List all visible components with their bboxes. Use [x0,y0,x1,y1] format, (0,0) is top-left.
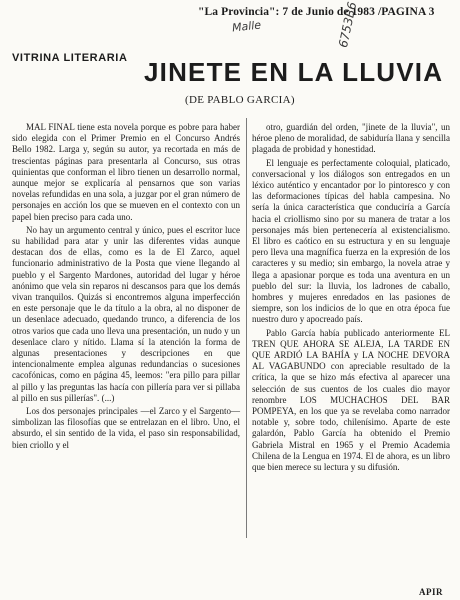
paragraph: Pablo García había publicado anteriormente EL TREN QUE AHORA SE ALEJA, LA TARDE EN QUE ARDIÓ LA BAHÍA y LA NOCHE DEVORA AL VAGABUNDO con apreciable resultado de la crítica, la que se hizo más efectiva al aparecer una selección de sus cuentos de los cuales dio mayor renombre LOS MUCHACHOS DEL BAR POMPEYA, en los que ya se revelaba como narrador notable y, sobre todo, chilenísimo. Aparte de este galardón, Pablo García ha obtenido el Premio Gabriela Mistral en 1965 y el Premio Academia Chilena de la Lengua en 1974. El de ahora, es un libro que bien merece su lectura y su difusión. [252,327,450,473]
paragraph: Los dos personajes principales —el Zarco y el Sargento— simbolizan las filosofías que se entrelazan en el libro. Uno, el absurdo, el sin sentido de la vida, el paso sin responsabilidad, bien criollo y el [12,406,240,450]
handwritten-note: Malle [231,18,262,35]
article-byline: (DE PABLO GARCIA) [185,94,295,106]
section-label: VITRINA LITERARIA [12,52,128,64]
article-right-column [252,122,450,473]
paragraph: MAL FINAL tiene esta novela porque es pobre para haber sido elegida con el Primer Premio en el Concurso Andrés Bello 1982. Larga y, según su autor, ya recortada en más de trescientas páginas para presentarla al Concurso, sus otras quinientas que conforman el libro tienen un desarrollo normal, aunque mejor se explicaría al pensarnos que son varias novelas refundidas en una sola, a juzgar por el gran número de personajes en acción los que se mueven en el contexto con un papel bien preciso para cada uno. [12,122,240,222]
column-divider [246,118,247,538]
article-left-column [12,122,240,451]
paragraph: No hay un argumento central y único, pues el escritor luce su habilidad para atar y unir las diferentes vidas aunque destacan dos de ellas, como es la de El Zarco, aquel funcionario administrativo de la Posta que viene llegando al pueblo y el Sargento Mardones, autoridad del lugar y héroe anónimo que vela sin reparos ni descansos para que los demás vivan tranquilos. Quizás si encontremos alguna imperfección en este personaje que le da título a la obra, al no disponer de un desenlace adecuado, quedando trunco, a diferencia de los otros varios que cada uno lleva una presentación, un nudo y un desenlace claro y nítido. Llama sí la atención la forma de algunas presentaciones y descripciones en que intencionalmente emplea algunas redundancias o sucesiones cacofónicas, como en página 45, leemos: "era pillo para pillar al pillo y las preguntas las hacía con pillería para ver si pillaba al pillo en sus pillerías". (...) [12,224,240,403]
handwritten-catalog-number: 6753B6 [336,0,360,49]
article-title: JINETE EN LA LLUVIA [144,57,444,87]
paragraph: otro, guardián del orden, "jinete de la lluvia", un héroe pleno de moralidad, de sabiduría llana y sencilla plagada de probidad y honestidad. [252,122,450,155]
author-signature: APIR [419,587,443,597]
newspaper-header: "La Provincia": 7 de Junio de 1983 /PAGINA 3 [198,6,435,18]
paragraph: El lenguaje es perfectamente coloquial, platicado, conversacional y los diálogos son entregados en un léxico auténtico y encantador por lo pintoresco y con las deformaciones típicas del habla campesina. No sería la única característica que conduciría a García hacia el criollismo sino por su manera de tratar a los personajes más bien pertenecería al existencialismo. El libro es caótico en su estructura y en su lenguaje pero lleva una magnífica fuerza en la expresión de los caracteres y su medio; sin embargo, la novela atrae y llega a apasionar porque es toda una aventura en un pueblo del sur: la lluvia, los ladrones de caballo, hombres y mujeres enredados en las pasiones de siempre, son los indicios de lo que en otra época fue nuestro duro y apocreado país. [252,157,450,325]
